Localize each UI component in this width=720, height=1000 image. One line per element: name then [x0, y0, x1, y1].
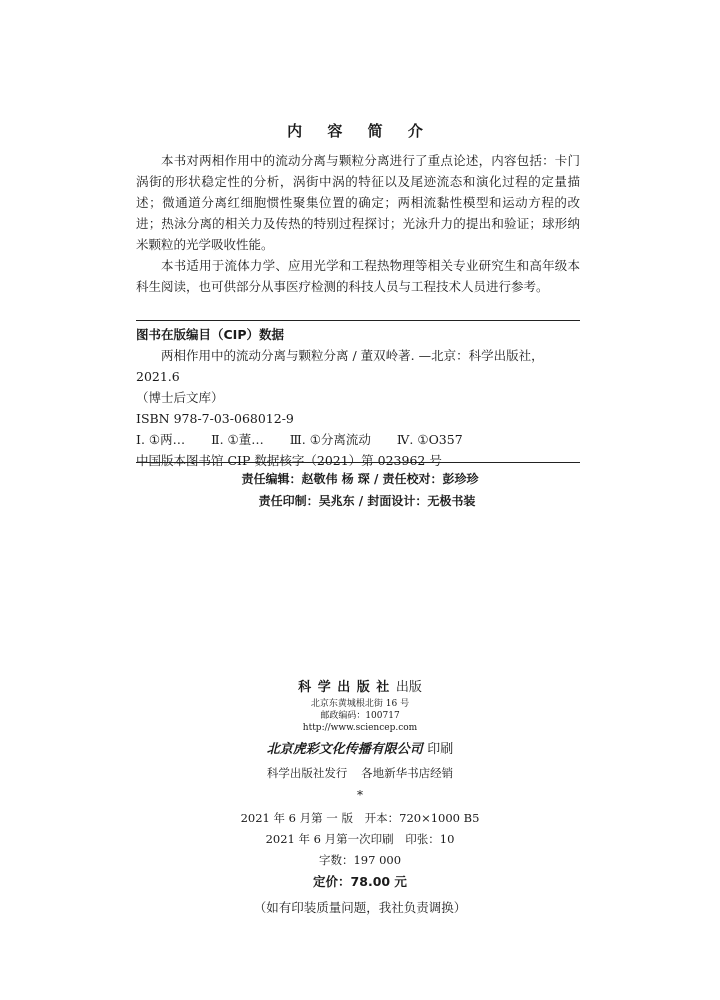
- cip-record: 中国版本图书馆 CIP 数据核字（2021）第 023962 号: [136, 453, 442, 468]
- cip-title-line: 两相作用中的流动分离与颗粒分离 / 董双岭著. —北京：科学出版社，: [161, 348, 544, 363]
- edition-block: [0, 808, 720, 871]
- cip-class-3: Ⅲ. ①分离流动: [289, 432, 371, 447]
- edition-line: [0, 808, 720, 829]
- cip-isbn: ISBN 978-7-03-068012-9: [136, 411, 294, 426]
- cip-class-1: Ⅰ. ①两…: [136, 432, 186, 447]
- cip-series: （博士后文库）: [136, 390, 224, 405]
- summary-body: [136, 150, 580, 297]
- cip-top-rule: [136, 320, 580, 321]
- imprint: [0, 678, 720, 919]
- star-divider: *: [357, 788, 363, 802]
- publisher-postcode: 邮政编码：100717: [320, 711, 400, 721]
- cip-heading: 图书在版编目（CIP）数据: [136, 327, 284, 342]
- cip-bottom-rule: [136, 462, 580, 463]
- summary-paragraph-2: 本书适用于流体力学、应用光学和工程热物理等相关专业研究生和高年级本科生阅读，也可供部分从事医疗检测的科技人员与工程技术人员进行参考。: [136, 258, 580, 294]
- word-count: 字数：197 000: [318, 853, 402, 867]
- price: 定价：78.00 元: [313, 874, 407, 889]
- cip-class-2: Ⅱ. ①董…: [211, 432, 264, 447]
- edition-date: 2021 年 6 月第 一 版: [240, 811, 353, 825]
- publisher-address: 北京东黄城根北街 16 号: [310, 699, 410, 709]
- cip-class-4: Ⅳ. ①O357: [396, 432, 463, 447]
- summary-paragraph-1: 本书对两相作用中的流动分离与颗粒分离进行了重点论述，内容包括：卡门涡街的形状稳定性的分析，涡街中涡的特征以及尾迹流态和演化过程的定量描述；微通道分离红细胞惯性聚集位置的确定；两相流黏性模型和运动方程的改进；热泳分离的相关力及传热的特别过程探讨；光泳升力的提出和验证；球形纳米颗粒的光学吸收性能。: [136, 153, 580, 252]
- publisher-website: http://www.sciencep.com: [302, 723, 418, 733]
- printer-line: [0, 740, 720, 760]
- quality-notice: （如有印装质量问题，我社负责调换）: [253, 900, 467, 915]
- credits-editors: 责任编辑：赵敬伟 杨 琛 / 责任校对：彭珍珍: [241, 472, 479, 486]
- print-line: [0, 829, 720, 850]
- publisher-name: 科 学 出 版 社: [298, 680, 391, 695]
- cip-block: [136, 324, 580, 471]
- publisher-line: [0, 678, 720, 698]
- publisher-suffix: 出版: [395, 680, 422, 695]
- credits: [0, 468, 720, 512]
- cip-classification: [136, 429, 580, 450]
- credits-production: 责任印制：吴兆东 / 封面设计：无极书装: [258, 494, 476, 508]
- printer-name: 北京虎彩文化传播有限公司: [266, 742, 423, 757]
- print-date: 2021 年 6 月第一次印刷: [265, 832, 394, 846]
- book-format: 开本：720×1000 B5: [364, 811, 480, 825]
- distribution-publisher: 科学出版社发行: [266, 766, 348, 780]
- printer-suffix: 印刷: [427, 742, 454, 757]
- summary-title: 内 容 简 介: [287, 122, 433, 140]
- distribution-line: [0, 764, 720, 782]
- print-sheets: 印张：10: [405, 832, 455, 846]
- distribution-retail: 各地新华书店经销: [361, 766, 454, 780]
- cip-date-line: 2021.6: [136, 369, 180, 384]
